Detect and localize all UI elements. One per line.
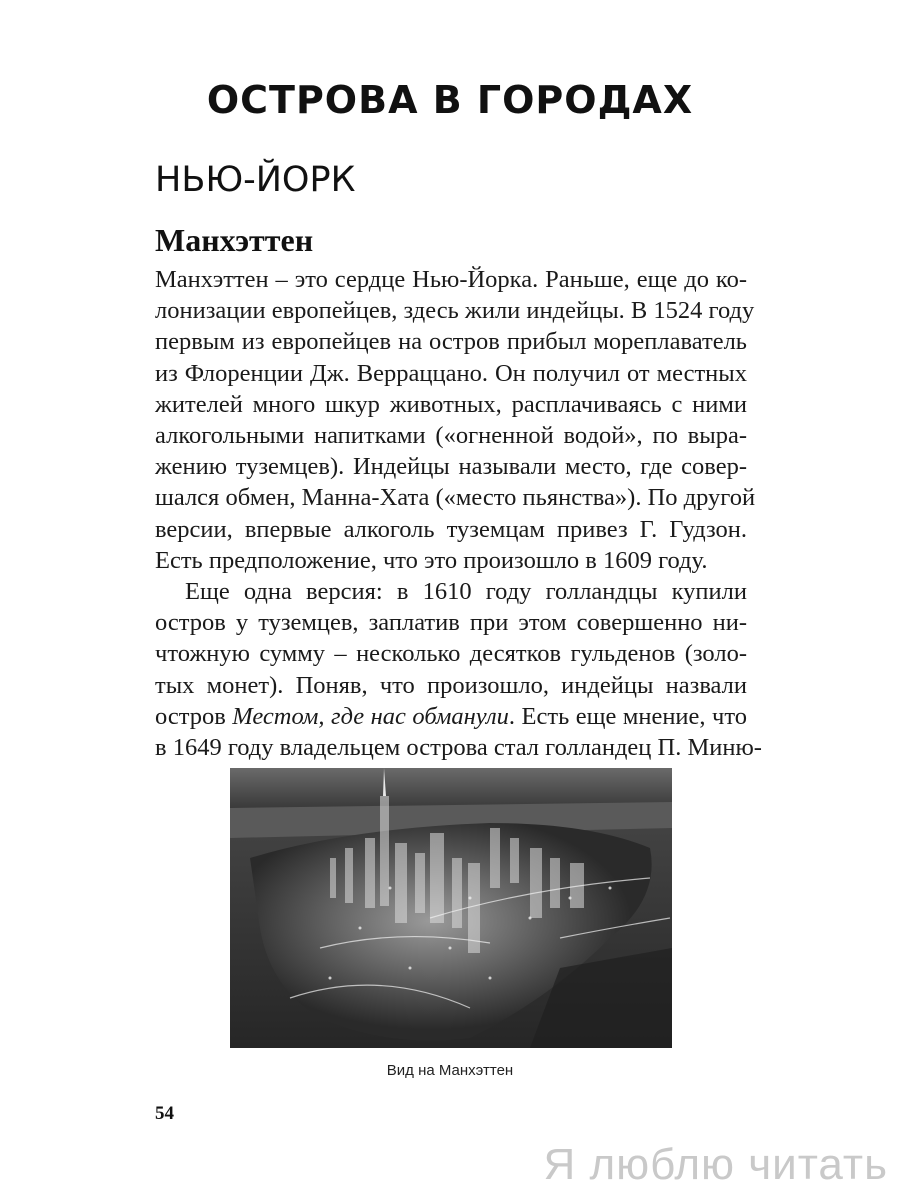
paragraph-2 bbox=[155, 576, 762, 763]
text-line: жению туземцев). Индейцы называли место, где совер- bbox=[155, 453, 747, 481]
body-text bbox=[155, 264, 762, 763]
text-line: Манхэттен – это сердце Нью-Йорка. Раньше, еще до ко- bbox=[155, 266, 747, 293]
text-fragment: остров bbox=[155, 702, 233, 730]
text-line: алкогольными напитками («огненной водой», по выра- bbox=[155, 422, 747, 450]
section-title: НЬЮ-ЙОРК bbox=[155, 160, 356, 200]
text-line: версии, впервые алкоголь туземцам привез Г. Гудзон. bbox=[155, 515, 747, 543]
watermark: Я люблю читать bbox=[543, 1140, 888, 1189]
text-line: остров у туземцев, заплатив при этом совершенно ни- bbox=[155, 609, 747, 637]
text-line: тых монет). Поняв, что произошло, индейцы назвали bbox=[155, 671, 747, 699]
text-fragment: . Есть еще мнение, что bbox=[508, 702, 747, 730]
paragraph-1 bbox=[155, 264, 756, 576]
text-line: жителей много шкур животных, расплачиваясь с ними bbox=[155, 390, 747, 418]
text-line: в 1649 году владельцем острова стал голландец П. Миню- bbox=[155, 734, 762, 762]
chapter-title: ОСТРОВА В ГОРОДАХ bbox=[206, 78, 694, 122]
text-line: лонизации европейцев, здесь жили индейцы. В 1524 году bbox=[155, 297, 755, 325]
text-line-italic bbox=[155, 701, 747, 732]
italic-phrase: Местом, где нас обманули bbox=[232, 702, 509, 730]
night-city-aerial-image bbox=[230, 768, 672, 1048]
manhattan-photo bbox=[230, 768, 672, 1048]
text-line: шался обмен, Манна-Хата («место пьянства»). По другой bbox=[155, 484, 756, 512]
page-number: 54 bbox=[155, 1103, 174, 1124]
text-line: из Флоренции Дж. Верраццано. Он получил от местных bbox=[155, 359, 747, 387]
subsection-title: Манхэттен bbox=[155, 222, 314, 258]
text-line: Есть предположение, что это произошло в 1609 году. bbox=[155, 546, 708, 574]
photo-caption: Вид на Манхэттен bbox=[386, 1062, 514, 1079]
text-line: Еще одна версия: в 1610 году голландцы купили bbox=[185, 578, 747, 606]
text-line: первым из европейцев на остров прибыл мореплаватель bbox=[155, 328, 747, 356]
text-line: чтожную сумму – несколько десятков гульденов (золо- bbox=[155, 640, 747, 668]
